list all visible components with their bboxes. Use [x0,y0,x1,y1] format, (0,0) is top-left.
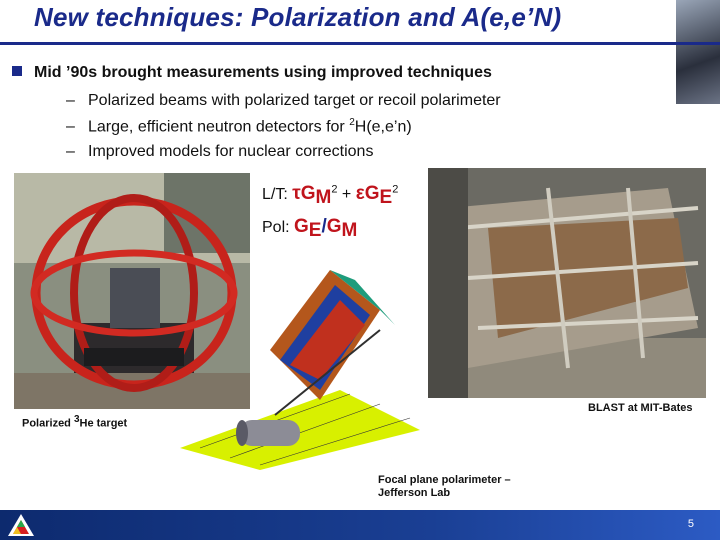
corner-photo [676,0,720,104]
bullet-main: Mid ’90s brought measurements using improved techniques [12,64,492,82]
sub-bullet-2: – Large, efficient neutron detectors for $^2$H(e,e’n) [66,117,412,136]
lab-logo-icon [6,512,36,538]
title-rule [0,42,720,45]
sub-bullet-1: – Polarized beams with polarized target or recoil polarimeter [66,92,501,109]
page-number: 5 [687,518,694,530]
blast-photo [428,168,706,398]
sub-bullet-3: – Improved models for nuclear corrections [66,143,374,160]
slide-title: New techniques: Polarization and A(e,e’N) [34,2,562,32]
fpp-caption: Focal plane polarimeter – Jefferson Lab [378,474,511,499]
footer-bar [0,510,720,540]
formula-lt: L/T: $\tau G_M^2 + \varepsilon G_E^2$ [262,183,399,209]
target-caption: Polarized $^3$He target [22,414,128,430]
bullet-square-icon [12,66,22,76]
blast-caption: BLAST at MIT-Bates [588,402,693,414]
formula-pol: Pol: $G_E/G_M$ [262,216,358,242]
fpp-image [180,270,420,470]
